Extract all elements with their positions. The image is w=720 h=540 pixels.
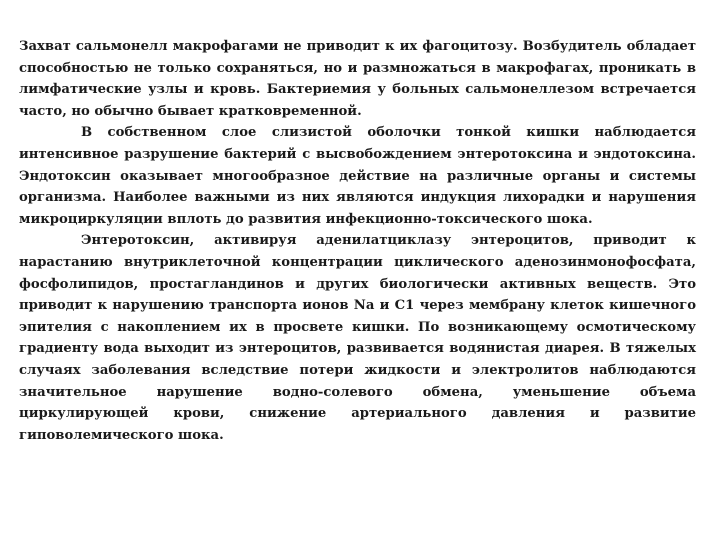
document-body (19, 36, 696, 446)
paragraph-3: Энтеротоксин, активируя аденилатциклазу энтероцитов, приводит к нарастанию внутриклеточной концентрации циклического аденозинмонофосфата, фосфолипидов, простагландинов и других биологически активных веществ. Это приводит к нарушению транспорта ионов Na и C1 через мембрану клеток кишечного эпителия с накоплением их в просвете кишки. По возникающему осмотическому градиенту вода выходит из энтероцитов, развивается водянистая диарея. В тяжелых случаях заболевания вследствие потери жидкости и электролитов наблюдаются значительное нарушение водно-солевого обмена, уменьшение объема циркулирующей крови, снижение артериального давления и развитие гиповолемического шока. (19, 233, 696, 443)
paragraph-2: В собственном слое слизистой оболочки тонкой кишки наблюдается интенсивное разрушение бактерий с высвобождением энтеротоксина и эндотоксина. Эндотоксин оказывает многообразное действие на различные органы и системы организма. Наиболее важными из них являются индукция лихорадки и нарушения микроциркуляции вплоть до развития инфекционно-токсического шока. (19, 125, 696, 227)
paragraph-1: Захват сальмонелл макрофагами не приводит к их фагоцитозу. Возбудитель обладает способностью не только сохраняться, но и размножаться в макрофагах, проникать в лимфатические узлы и кровь. Бактериемия у больных сальмонеллезом встречается часто, но обычно бывает кратковременной. (19, 39, 696, 119)
